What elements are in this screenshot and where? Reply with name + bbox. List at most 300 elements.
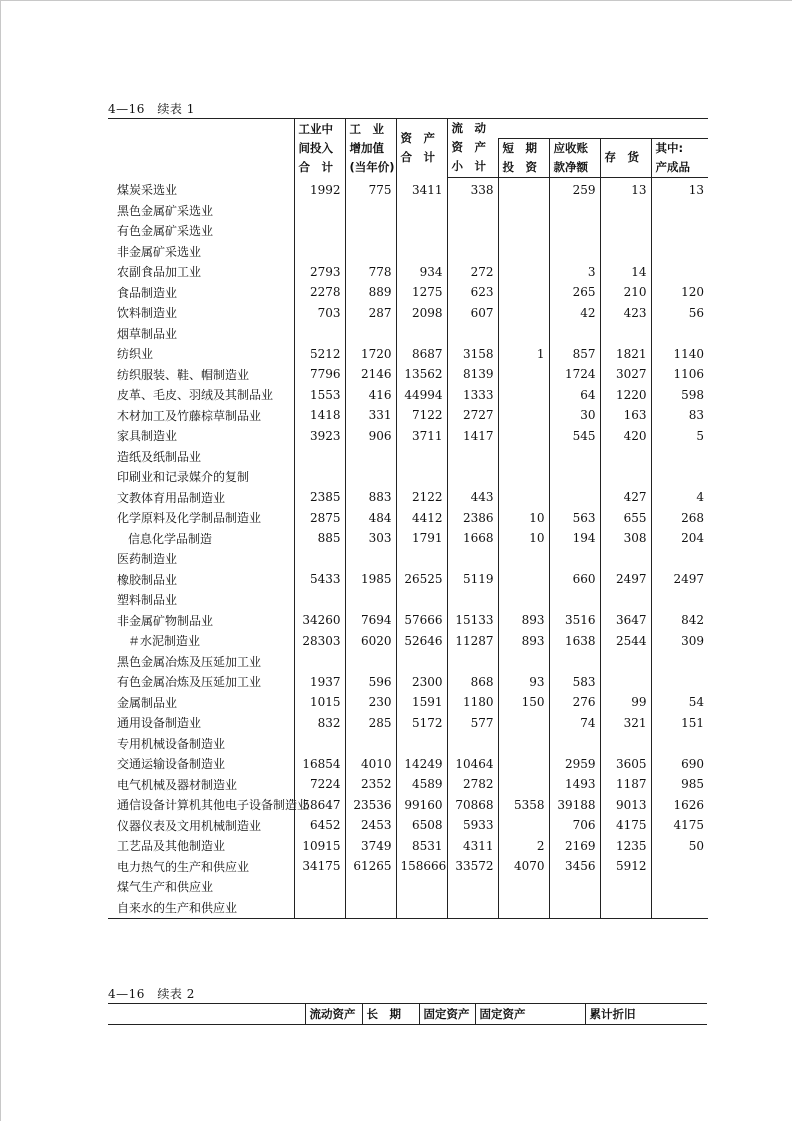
industry-name: 饮料制造业 <box>117 306 178 321</box>
value-cell: 10915 <box>294 836 345 857</box>
value-cell: 50 <box>651 836 708 857</box>
value-cell: 28303 <box>294 631 345 652</box>
value-cell: 7796 <box>294 364 345 385</box>
value-cell: 13562 <box>396 364 447 385</box>
industry-name: 文教体育用品制造业 <box>117 490 226 505</box>
table2-header-long-term: 长 期 <box>362 1004 419 1025</box>
industry-name: ＃水泥制造业 <box>128 634 201 649</box>
value-cell: 427 <box>600 487 651 508</box>
value-cell: 338 <box>447 177 498 200</box>
value-cell <box>345 733 396 754</box>
industry-name: 橡胶制品业 <box>117 572 178 587</box>
value-cell: 1626 <box>651 795 708 816</box>
value-cell <box>396 241 447 262</box>
value-cell <box>651 221 708 242</box>
value-cell: 3749 <box>345 836 396 857</box>
value-cell: 3647 <box>600 610 651 631</box>
value-cell: 194 <box>549 528 600 549</box>
value-cell <box>498 877 549 898</box>
value-cell: 2727 <box>447 405 498 426</box>
header-total-assets: 资 产 合 计 <box>396 119 447 178</box>
value-cell: 2959 <box>549 754 600 775</box>
value-cell: 259 <box>549 177 600 200</box>
value-cell <box>549 446 600 467</box>
value-cell <box>498 405 549 426</box>
value-cell <box>447 200 498 221</box>
value-cell <box>549 200 600 221</box>
value-cell: 7122 <box>396 405 447 426</box>
value-cell: 3923 <box>294 426 345 447</box>
table2-header-tail <box>651 1004 707 1025</box>
value-cell: 842 <box>651 610 708 631</box>
value-cell <box>651 590 708 611</box>
industry-name: 非金属矿采选业 <box>117 244 202 259</box>
value-cell: 61265 <box>345 856 396 877</box>
industry-name: 农副食品加工业 <box>117 265 202 280</box>
value-cell <box>498 815 549 836</box>
value-cell: 598 <box>651 385 708 406</box>
value-cell <box>549 487 600 508</box>
table-row <box>108 549 708 570</box>
value-cell <box>600 672 651 693</box>
value-cell <box>651 323 708 344</box>
value-cell: 8139 <box>447 364 498 385</box>
value-cell: 423 <box>600 303 651 324</box>
value-cell: 10 <box>498 528 549 549</box>
value-cell <box>600 877 651 898</box>
value-cell <box>498 323 549 344</box>
value-cell: 934 <box>396 262 447 283</box>
value-cell: 303 <box>345 528 396 549</box>
value-cell: 34260 <box>294 610 345 631</box>
value-cell <box>345 446 396 467</box>
value-cell: 889 <box>345 282 396 303</box>
value-cell <box>651 262 708 283</box>
value-cell: 230 <box>345 692 396 713</box>
value-cell: 5172 <box>396 713 447 734</box>
value-cell: 2098 <box>396 303 447 324</box>
industry-name: 有色金属矿采选业 <box>117 224 214 239</box>
value-cell: 8531 <box>396 836 447 857</box>
value-cell: 1638 <box>549 631 600 652</box>
value-cell: 14249 <box>396 754 447 775</box>
value-cell: 6508 <box>396 815 447 836</box>
value-cell <box>498 467 549 488</box>
value-cell: 16854 <box>294 754 345 775</box>
value-cell: 1187 <box>600 774 651 795</box>
value-cell <box>447 241 498 262</box>
value-cell: 1106 <box>651 364 708 385</box>
table-row <box>108 177 708 200</box>
value-cell: 58647 <box>294 795 345 816</box>
value-cell: 23536 <box>345 795 396 816</box>
value-cell <box>651 200 708 221</box>
table-row <box>108 631 708 652</box>
value-cell: 1417 <box>447 426 498 447</box>
value-cell <box>396 651 447 672</box>
table-row <box>108 262 708 283</box>
header-current-subtotal: 资 产 小 计 <box>447 138 498 177</box>
value-cell <box>498 754 549 775</box>
value-cell: 2497 <box>651 569 708 590</box>
value-cell: 2497 <box>600 569 651 590</box>
value-cell <box>498 549 549 570</box>
value-cell: 34175 <box>294 856 345 877</box>
industry-name: 煤气生产和供应业 <box>117 880 214 895</box>
value-cell <box>447 323 498 344</box>
value-cell: 3516 <box>549 610 600 631</box>
value-cell: 8687 <box>396 344 447 365</box>
value-cell: 158666 <box>396 856 447 877</box>
value-cell: 1418 <box>294 405 345 426</box>
value-cell: 2386 <box>447 508 498 529</box>
value-cell: 39188 <box>549 795 600 816</box>
value-cell <box>651 877 708 898</box>
value-cell <box>600 323 651 344</box>
table-row <box>108 241 708 262</box>
value-cell: 308 <box>600 528 651 549</box>
table-row <box>108 446 708 467</box>
value-cell: 309 <box>651 631 708 652</box>
value-cell <box>498 446 549 467</box>
table-row <box>108 774 708 795</box>
industry-name: 自来水的生产和供应业 <box>108 897 294 918</box>
table-row <box>108 405 708 426</box>
value-cell: 74 <box>549 713 600 734</box>
value-cell: 484 <box>345 508 396 529</box>
industry-name: 电气机械及器材制造业 <box>117 777 238 792</box>
value-cell <box>549 651 600 672</box>
value-cell <box>396 323 447 344</box>
value-cell: 1235 <box>600 836 651 857</box>
value-cell <box>396 897 447 918</box>
table-row <box>108 610 708 631</box>
value-cell: 285 <box>345 713 396 734</box>
value-cell: 5433 <box>294 569 345 590</box>
value-cell <box>651 897 708 918</box>
value-cell <box>294 467 345 488</box>
value-cell: 857 <box>549 344 600 365</box>
table-row <box>108 344 708 365</box>
value-cell: 2544 <box>600 631 651 652</box>
value-cell: 3456 <box>549 856 600 877</box>
value-cell <box>498 200 549 221</box>
value-cell: 204 <box>651 528 708 549</box>
value-cell: 5358 <box>498 795 549 816</box>
value-cell <box>498 774 549 795</box>
industry-name: 黑色金属冶炼及压延加工业 <box>117 654 262 669</box>
industry-name: 化学原料及化学制品制造业 <box>117 511 262 526</box>
industry-name: 塑料制品业 <box>117 593 178 608</box>
value-cell: 660 <box>549 569 600 590</box>
table2-header-depreciation: 累计折旧 <box>585 1004 651 1025</box>
value-cell <box>549 323 600 344</box>
value-cell: 443 <box>447 487 498 508</box>
table-row <box>108 877 708 898</box>
value-cell: 11287 <box>447 631 498 652</box>
header-current-group-rest <box>498 119 708 139</box>
table2-header-fixed-assets-1: 固定资产 <box>419 1004 475 1025</box>
industry-name: 造纸及纸制品业 <box>117 449 202 464</box>
value-cell <box>498 303 549 324</box>
value-cell: 1493 <box>549 774 600 795</box>
value-cell <box>600 897 651 918</box>
value-cell <box>447 590 498 611</box>
value-cell <box>498 569 549 590</box>
value-cell: 893 <box>498 631 549 652</box>
value-cell: 93 <box>498 672 549 693</box>
value-cell: 3158 <box>447 344 498 365</box>
industry-name: 食品制造业 <box>117 285 178 300</box>
value-cell <box>498 733 549 754</box>
value-cell <box>345 590 396 611</box>
value-cell <box>600 241 651 262</box>
value-cell: 6020 <box>345 631 396 652</box>
industry-name: 黑色金属矿采选业 <box>117 203 214 218</box>
value-cell: 4589 <box>396 774 447 795</box>
industry-name: 电力热气的生产和供应业 <box>117 859 250 874</box>
value-cell <box>600 200 651 221</box>
value-cell: 2278 <box>294 282 345 303</box>
table2-industry-header <box>108 1004 305 1025</box>
value-cell <box>498 385 549 406</box>
table-row <box>108 672 708 693</box>
value-cell: 1791 <box>396 528 447 549</box>
value-cell <box>345 877 396 898</box>
value-cell: 15133 <box>447 610 498 631</box>
value-cell: 1220 <box>600 385 651 406</box>
value-cell: 42 <box>549 303 600 324</box>
table-row <box>108 569 708 590</box>
table-row <box>108 815 708 836</box>
value-cell <box>396 877 447 898</box>
value-cell: 778 <box>345 262 396 283</box>
value-cell: 10464 <box>447 754 498 775</box>
value-cell: 163 <box>600 405 651 426</box>
table-row <box>108 282 708 303</box>
value-cell <box>651 467 708 488</box>
industry-name: 印刷业和记录媒介的复制 <box>117 470 250 485</box>
table-row <box>108 385 708 406</box>
value-cell: 545 <box>549 426 600 447</box>
value-cell: 1668 <box>447 528 498 549</box>
value-cell <box>447 651 498 672</box>
value-cell: 706 <box>549 815 600 836</box>
value-cell: 906 <box>345 426 396 447</box>
value-cell: 13 <box>651 177 708 200</box>
value-cell: 2300 <box>396 672 447 693</box>
value-cell: 607 <box>447 303 498 324</box>
table-row <box>108 856 708 877</box>
value-cell <box>498 713 549 734</box>
value-cell <box>396 590 447 611</box>
value-cell: 26525 <box>396 569 447 590</box>
industry-name: 医药制造业 <box>117 552 178 567</box>
industry-header <box>108 119 294 178</box>
value-cell: 5212 <box>294 344 345 365</box>
value-cell: 883 <box>345 487 396 508</box>
value-cell <box>651 651 708 672</box>
value-cell <box>498 177 549 200</box>
statistics-table-2-header <box>108 1003 707 1025</box>
industry-name: 木材加工及竹藤棕草制品业 <box>117 408 262 423</box>
value-cell <box>498 897 549 918</box>
value-cell: 1720 <box>345 344 396 365</box>
value-cell <box>651 672 708 693</box>
table-row <box>108 467 708 488</box>
value-cell <box>651 733 708 754</box>
industry-name: 金属制品业 <box>117 695 178 710</box>
value-cell: 2875 <box>294 508 345 529</box>
value-cell: 57666 <box>396 610 447 631</box>
value-cell: 5119 <box>447 569 498 590</box>
value-cell: 775 <box>345 177 396 200</box>
industry-name: 煤炭采选业 <box>117 183 178 197</box>
value-cell <box>549 241 600 262</box>
value-cell <box>345 651 396 672</box>
value-cell: 2793 <box>294 262 345 283</box>
value-cell <box>396 221 447 242</box>
value-cell: 1937 <box>294 672 345 693</box>
value-cell: 33572 <box>447 856 498 877</box>
value-cell <box>345 323 396 344</box>
industry-name: 通用设备制造业 <box>117 716 202 731</box>
value-cell: 5 <box>651 426 708 447</box>
table-row <box>108 200 708 221</box>
value-cell: 2453 <box>345 815 396 836</box>
table-row <box>108 221 708 242</box>
value-cell: 83 <box>651 405 708 426</box>
value-cell <box>294 323 345 344</box>
value-cell: 1553 <box>294 385 345 406</box>
table-row <box>108 754 708 775</box>
value-cell: 1180 <box>447 692 498 713</box>
value-cell: 4070 <box>498 856 549 877</box>
table-row <box>108 733 708 754</box>
value-cell: 596 <box>345 672 396 693</box>
value-cell: 268 <box>651 508 708 529</box>
value-cell: 2385 <box>294 487 345 508</box>
value-cell: 583 <box>549 672 600 693</box>
statistics-table-1 <box>108 118 708 919</box>
value-cell: 4311 <box>447 836 498 857</box>
value-cell: 3 <box>549 262 600 283</box>
value-cell <box>600 446 651 467</box>
industry-name: 纺织服装、鞋、帽制造业 <box>117 367 250 382</box>
value-cell <box>294 733 345 754</box>
value-cell: 276 <box>549 692 600 713</box>
industry-name: 非金属矿物制品业 <box>117 613 214 628</box>
value-cell: 9013 <box>600 795 651 816</box>
value-cell <box>549 877 600 898</box>
value-cell <box>498 487 549 508</box>
value-cell <box>447 549 498 570</box>
value-cell: 7224 <box>294 774 345 795</box>
value-cell <box>498 651 549 672</box>
table-row <box>108 795 708 816</box>
value-cell: 3711 <box>396 426 447 447</box>
value-cell <box>294 200 345 221</box>
industry-name: 烟草制品业 <box>117 326 178 341</box>
table-row <box>108 590 708 611</box>
value-cell <box>600 590 651 611</box>
value-cell: 4412 <box>396 508 447 529</box>
value-cell: 3027 <box>600 364 651 385</box>
value-cell: 563 <box>549 508 600 529</box>
industry-name: 工艺品及其他制造业 <box>117 839 226 854</box>
value-cell: 2146 <box>345 364 396 385</box>
value-cell <box>549 549 600 570</box>
value-cell: 321 <box>600 713 651 734</box>
value-cell: 13 <box>600 177 651 200</box>
value-cell <box>651 549 708 570</box>
value-cell: 623 <box>447 282 498 303</box>
value-cell: 265 <box>549 282 600 303</box>
value-cell: 7694 <box>345 610 396 631</box>
value-cell: 1275 <box>396 282 447 303</box>
value-cell: 3411 <box>396 177 447 200</box>
value-cell: 30 <box>549 405 600 426</box>
value-cell <box>345 221 396 242</box>
value-cell <box>294 651 345 672</box>
header-intermediate-input: 工业中 间投入 合 计 <box>294 119 345 178</box>
value-cell <box>651 856 708 877</box>
table-row <box>108 713 708 734</box>
value-cell: 150 <box>498 692 549 713</box>
value-cell: 893 <box>498 610 549 631</box>
value-cell <box>498 590 549 611</box>
value-cell: 1 <box>498 344 549 365</box>
industry-name: 纺织业 <box>117 347 154 362</box>
table-row <box>108 303 708 324</box>
value-cell <box>447 897 498 918</box>
table-row <box>108 426 708 447</box>
value-cell: 287 <box>345 303 396 324</box>
value-cell: 4 <box>651 487 708 508</box>
value-cell <box>447 221 498 242</box>
value-cell <box>600 651 651 672</box>
value-cell: 5933 <box>447 815 498 836</box>
value-cell: 151 <box>651 713 708 734</box>
value-cell <box>549 897 600 918</box>
table2-header-fixed-assets-2: 固定资产 <box>475 1004 532 1025</box>
value-cell <box>294 590 345 611</box>
value-cell: 4175 <box>651 815 708 836</box>
header-finished-goods: 其中: 产成品 <box>651 138 708 177</box>
table-row <box>108 323 708 344</box>
value-cell: 1591 <box>396 692 447 713</box>
table-row <box>108 836 708 857</box>
value-cell <box>345 241 396 262</box>
value-cell: 272 <box>447 262 498 283</box>
value-cell: 54 <box>651 692 708 713</box>
value-cell: 3605 <box>600 754 651 775</box>
header-current-group: 流 动 <box>447 119 498 139</box>
value-cell: 120 <box>651 282 708 303</box>
value-cell: 52646 <box>396 631 447 652</box>
value-cell: 832 <box>294 713 345 734</box>
value-cell: 70868 <box>447 795 498 816</box>
table-row <box>108 692 708 713</box>
value-cell <box>549 221 600 242</box>
value-cell <box>396 733 447 754</box>
value-cell <box>498 282 549 303</box>
value-cell <box>345 467 396 488</box>
value-cell <box>294 897 345 918</box>
table-row <box>108 897 708 918</box>
value-cell <box>600 733 651 754</box>
value-cell: 2169 <box>549 836 600 857</box>
